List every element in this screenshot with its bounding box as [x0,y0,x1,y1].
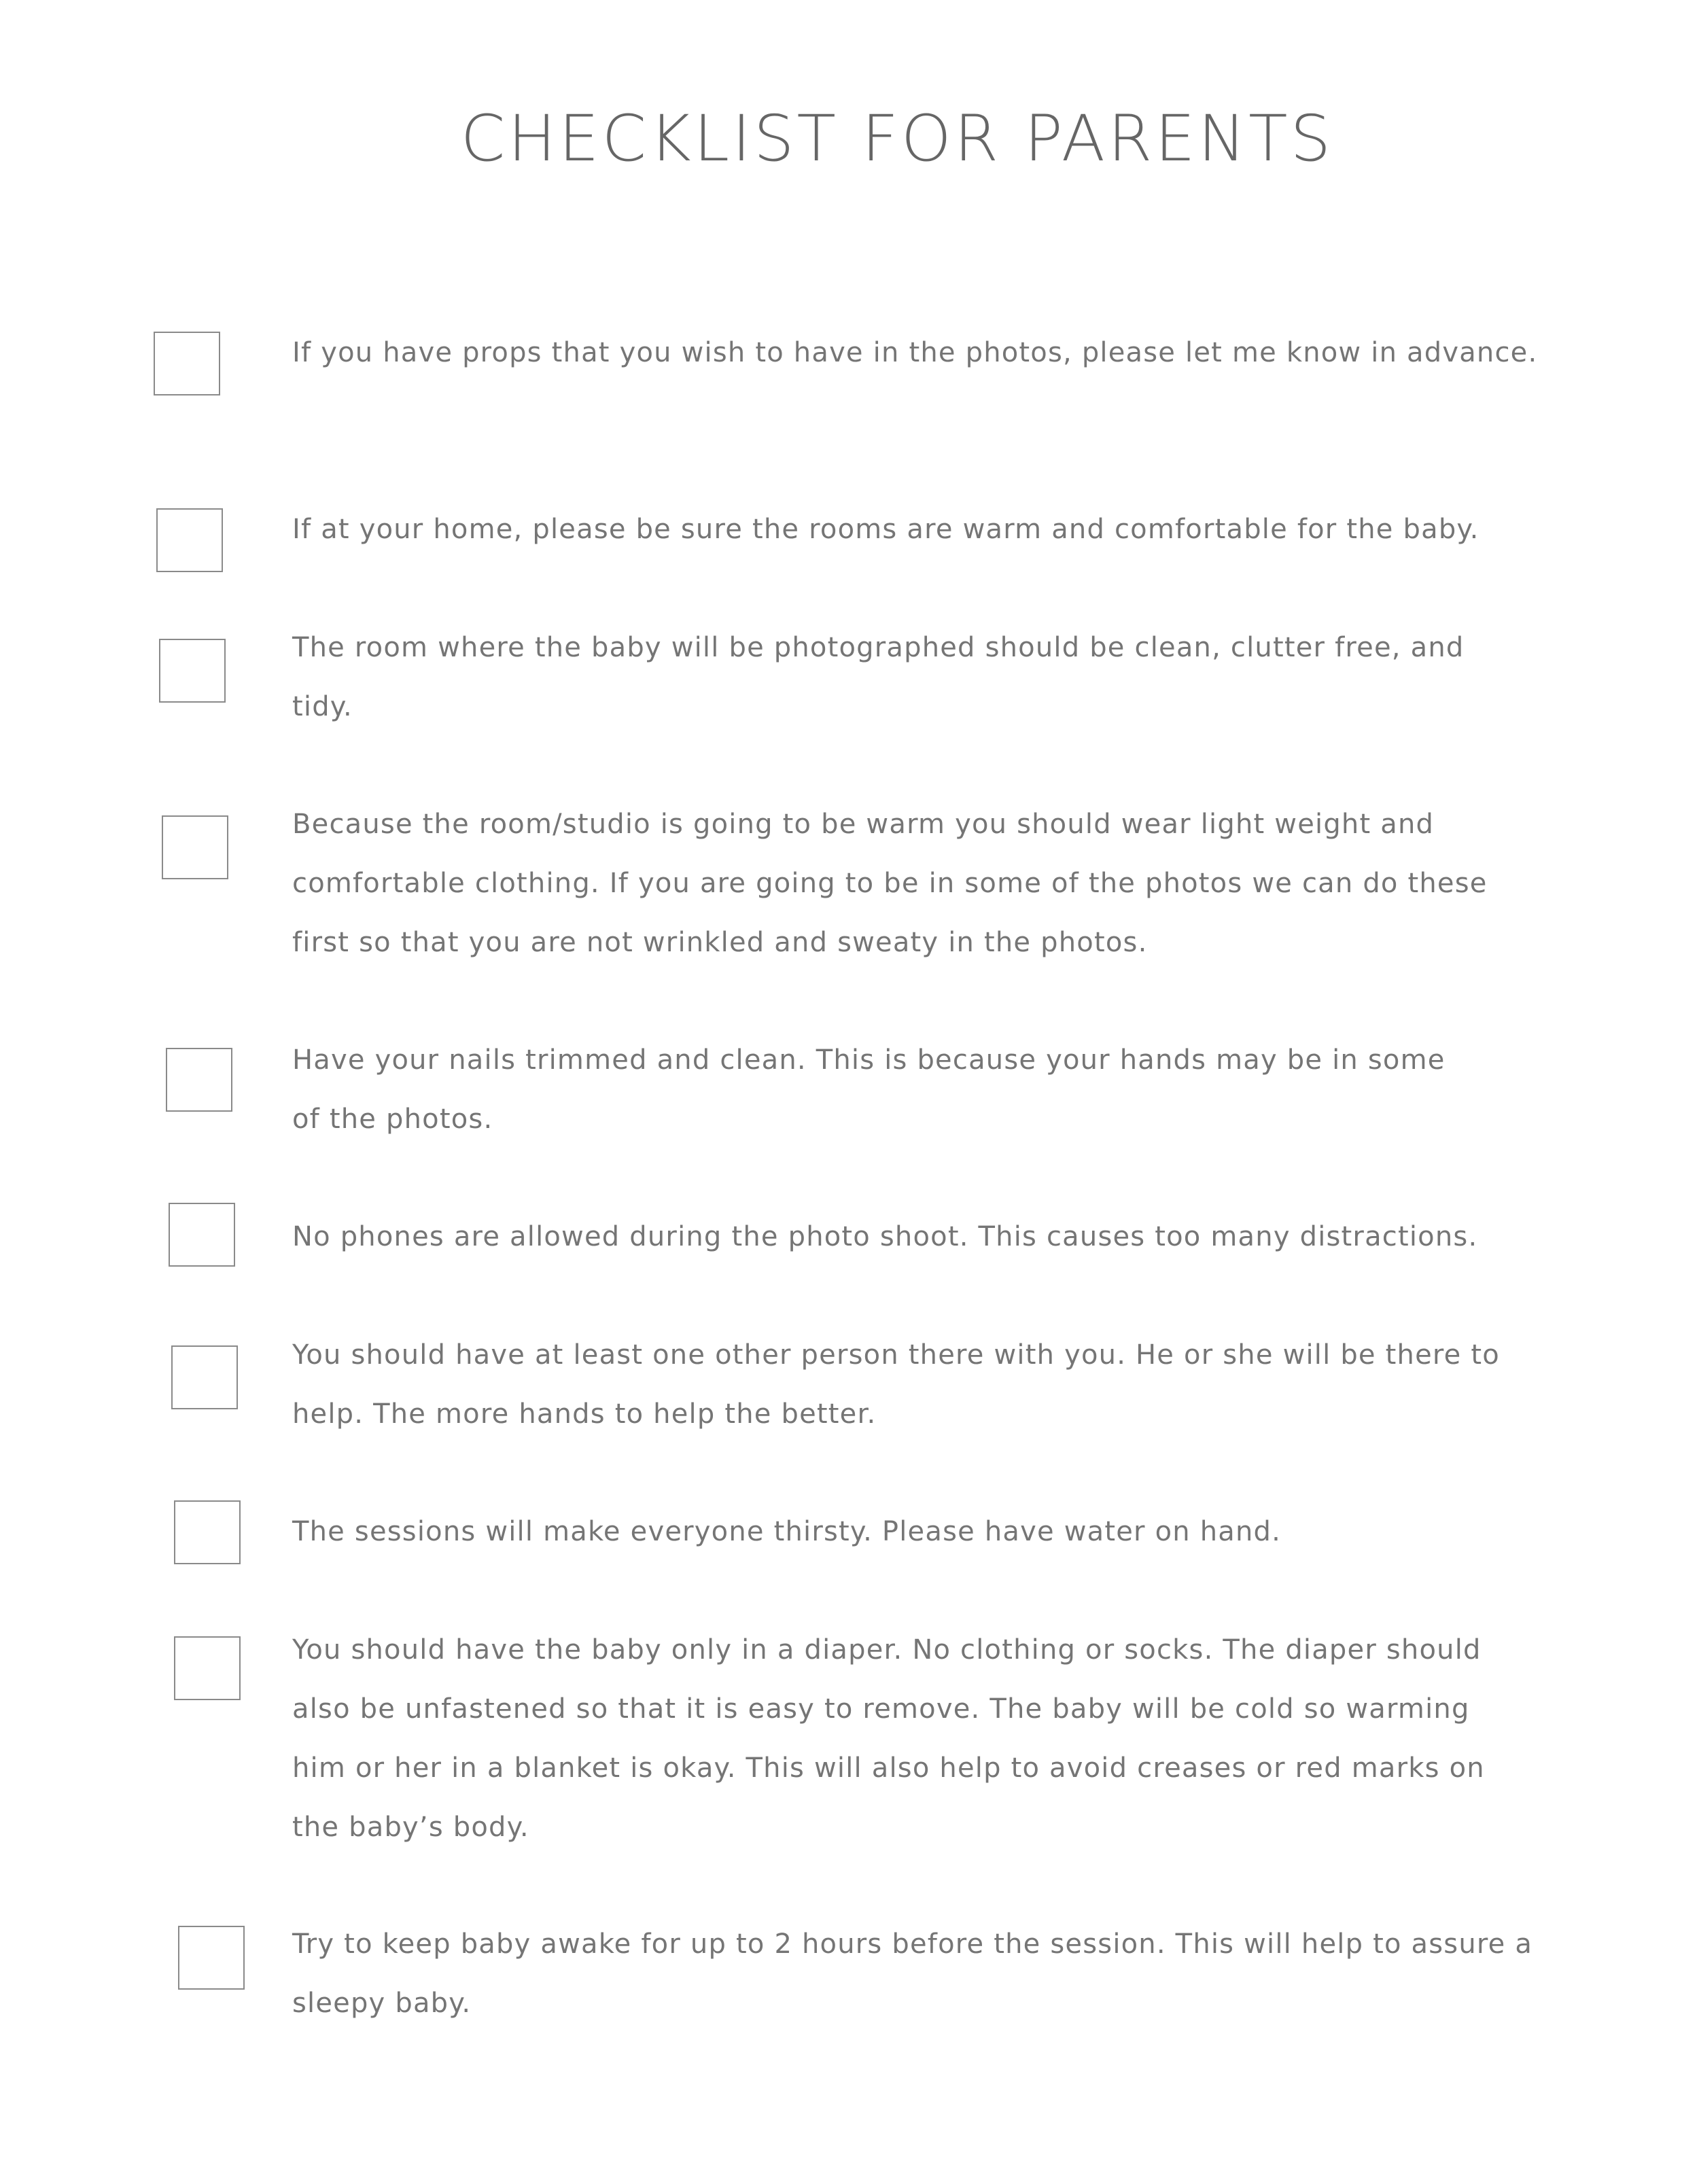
item-text-water: The sessions will make everyone thirsty. Please have water on hand. [292,1516,1282,1547]
item-text-awake: Try to keep baby awake for up to 2 hours before the session. This will help to assure a sleepy baby. [292,1928,1533,2019]
checkbox-diaper[interactable] [174,1636,241,1700]
item-text-props: If you have props that you wish to have in the photos, please let me know in advance. [292,337,1538,368]
item-text-clothing: Because the room/studio is going to be warm you should wear light weight and comfortable clothing. If you are going to be in some of the photos we can do these first so that you are not wrinkled and sweaty in the photos. [292,809,1488,958]
checkbox-helper[interactable] [171,1345,238,1409]
checkbox-warm-rooms[interactable] [156,508,223,572]
checkbox-nails[interactable] [166,1048,232,1112]
checkbox-clean-room[interactable] [159,639,226,703]
item-text-nails: Have your nails trimmed and clean. This is because your hands may be in some of the photos. [292,1044,1446,1135]
item-text-diaper: You should have the baby only in a diaper. No clothing or socks. The diaper should also be unfastened so that it is easy to remove. The baby will be cold so warming him or her in a blanket is okay. This will also help to avoid creases or red marks on the baby’s body. [292,1634,1485,1843]
checkbox-awake[interactable] [178,1926,245,1990]
item-text-warm-rooms: If at your home, please be sure the rooms are warm and comfortable for the baby. [292,514,1479,545]
item-text-clean-room: The room where the baby will be photographed should be clean, clutter free, and tidy. [292,632,1465,722]
checkbox-phones[interactable] [169,1203,235,1267]
item-text-helper: You should have at least one other person there with you. He or she will be there to help. The more hands to help the better. [292,1339,1500,1430]
checkbox-water[interactable] [174,1500,241,1564]
checkbox-props[interactable] [154,332,220,395]
checkbox-clothing[interactable] [162,815,228,879]
page-title: CHECKLIST FOR PARENTS [460,102,1334,176]
item-text-phones: No phones are allowed during the photo shoot. This causes too many distractions. [292,1221,1478,1252]
